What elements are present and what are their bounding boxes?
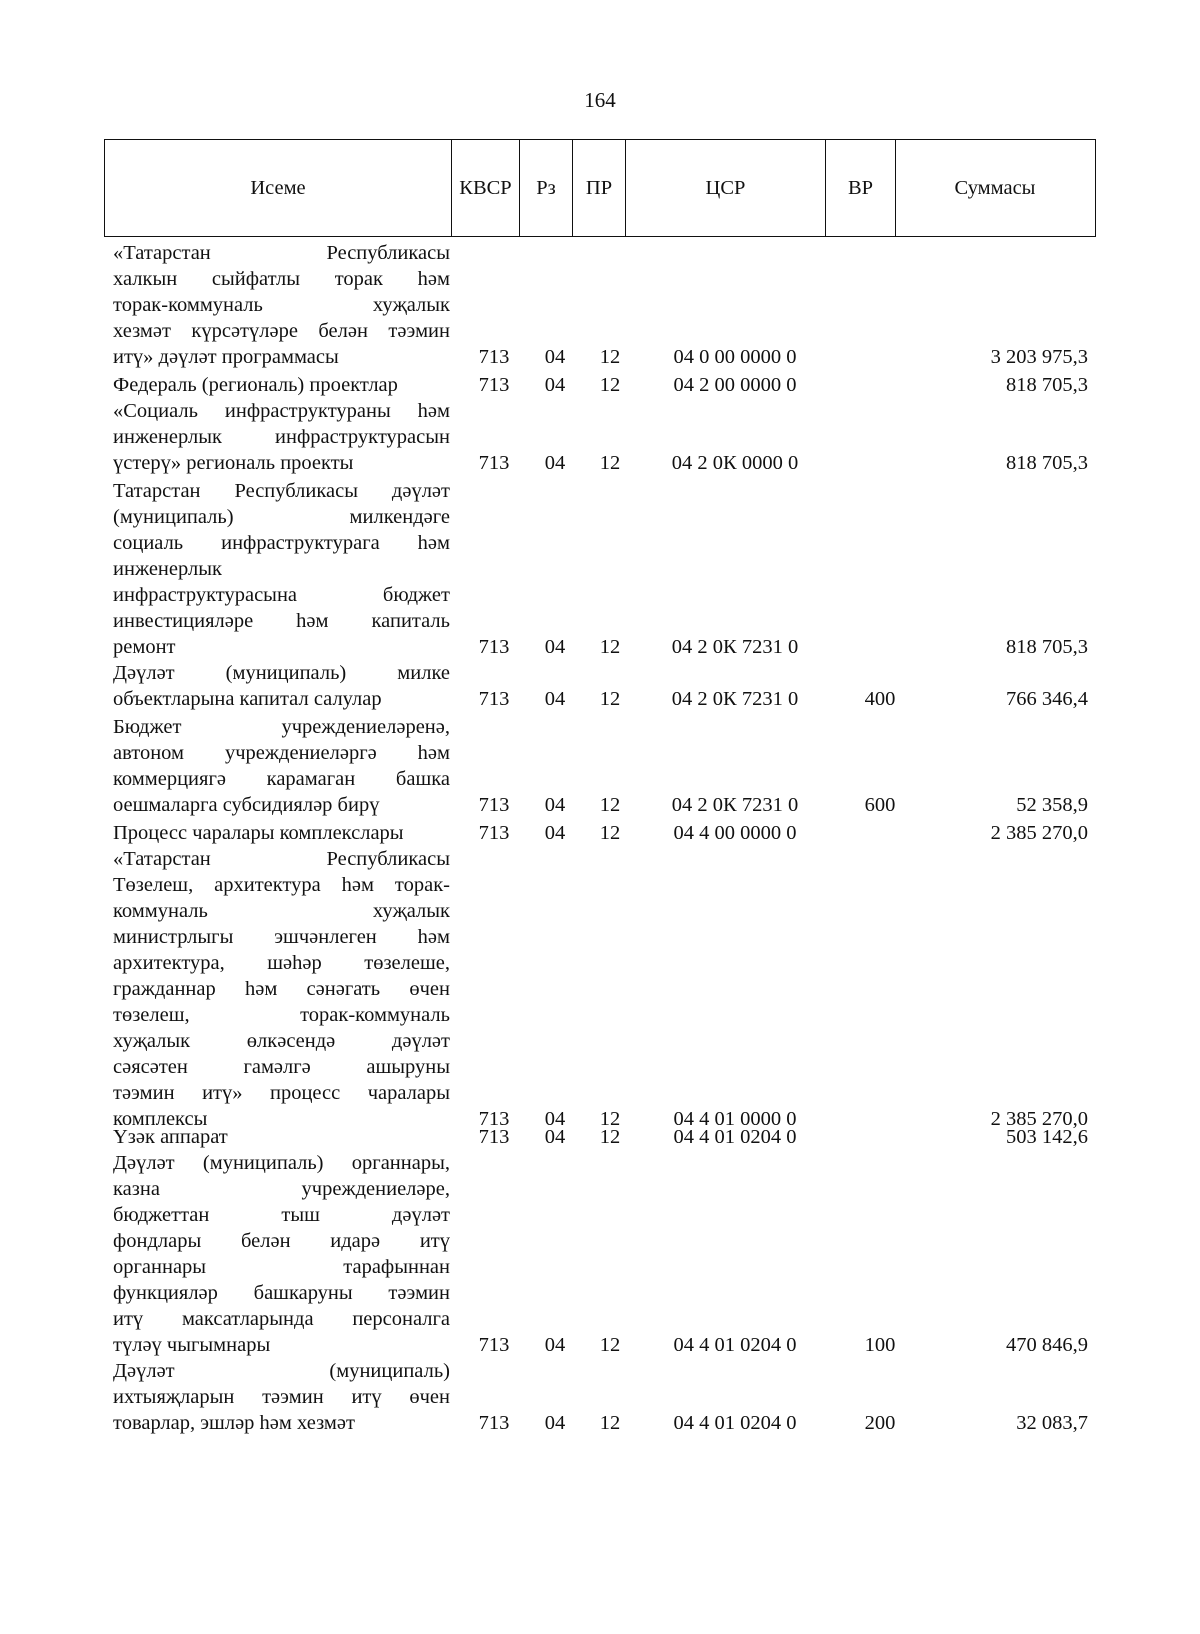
row-name-line: Татарстан Республикасы дәүләт (113, 480, 450, 502)
row-name-line: Бюджет учреждениеләренә, (113, 716, 450, 738)
cell-rz: 04 (544, 1412, 566, 1434)
row-name (113, 1124, 450, 1150)
row-name (113, 820, 450, 846)
cell-sum: 470 846,9 (1006, 1334, 1088, 1356)
cell-pr: 12 (599, 346, 621, 368)
row-name-line: «Татарстан Республикасы (113, 242, 450, 264)
row-name-line: «Социаль инфраструктураны һәм (113, 400, 450, 422)
header-pr: ПР (572, 140, 625, 236)
row-name-line: объектларына капитал салулар (113, 688, 382, 710)
page-number: 164 (584, 88, 616, 112)
row-name-line: сәясәтен гамәлгә ашыруны (113, 1056, 450, 1078)
row-name (113, 478, 450, 660)
cell-vr: 600 (864, 794, 896, 816)
cell-pr: 12 (599, 1412, 621, 1434)
row-name-line: Төзелеш, архитектура һәм торак- (113, 874, 450, 896)
row-name-line: функцияләр башкаруны тәэмин (113, 1282, 450, 1304)
cell-csr: 04 2 0К 7231 0 (671, 636, 799, 658)
row-name (113, 660, 450, 712)
cell-csr: 04 4 01 0000 0 (673, 1108, 797, 1130)
row-name (113, 714, 450, 818)
row-name (113, 846, 450, 1132)
cell-vr: 400 (864, 688, 896, 710)
table-row (0, 1358, 1200, 1436)
row-name-line: оешмаларга субсидияләр бирү (113, 794, 380, 816)
row-name-line: Дәүләт (муниципаль) милке (113, 662, 450, 684)
header-kvsr: КВСР (451, 140, 519, 236)
row-name-line: коммуналь хуҗалык (113, 900, 450, 922)
row-name-line: хезмәт күрсәтүләре белән тәэмин (113, 320, 450, 342)
cell-pr: 12 (599, 1108, 621, 1130)
row-name-line: автоном учреждениеләргә һәм (113, 742, 450, 764)
table-row (0, 820, 1200, 846)
row-name-line: Процесс чаралары комплекслары (113, 822, 404, 844)
row-name-line: комплексы (113, 1108, 208, 1130)
table-row (0, 714, 1200, 818)
header-csr: ЦСР (625, 140, 825, 236)
cell-kvsr: 713 (478, 1126, 510, 1148)
cell-rz: 04 (544, 1108, 566, 1130)
cell-csr: 04 4 01 0204 0 (673, 1334, 797, 1356)
row-name-line: халкын сыйфатлы торак һәм (113, 268, 450, 290)
row-name-line: түләү чыгымнары (113, 1334, 271, 1356)
header-sum: Суммасы (895, 140, 1094, 236)
row-name-line: хуҗалык өлкәсендә дәүләт (113, 1030, 450, 1052)
cell-pr: 12 (599, 452, 621, 474)
row-name-line: ихтыяҗларын тәэмин итү өчен (113, 1386, 450, 1408)
cell-vr: 200 (864, 1412, 896, 1434)
row-name (113, 1150, 450, 1358)
cell-sum: 32 083,7 (1016, 1412, 1088, 1434)
cell-pr: 12 (599, 636, 621, 658)
row-name (113, 1358, 450, 1436)
cell-sum: 2 385 270,0 (990, 822, 1088, 844)
cell-sum: 52 358,9 (1016, 794, 1088, 816)
cell-kvsr: 713 (478, 452, 510, 474)
cell-kvsr: 713 (478, 794, 510, 816)
row-name-line: инвестицияләре һәм капиталь (113, 610, 450, 632)
row-name-line: органнары тарафыннан (113, 1256, 450, 1278)
row-name-line: инфраструктурасына бюджет (113, 584, 450, 606)
cell-pr: 12 (599, 374, 621, 396)
cell-pr: 12 (599, 1126, 621, 1148)
row-name-line: (муниципаль) милкендәге (113, 506, 450, 528)
cell-kvsr: 713 (478, 688, 510, 710)
row-name-line: Федераль (региональ) проектлар (113, 374, 398, 396)
row-name-line: фондлары белән идарә итү (113, 1230, 450, 1252)
cell-rz: 04 (544, 636, 566, 658)
row-name (113, 398, 450, 476)
cell-rz: 04 (544, 688, 566, 710)
cell-csr: 04 2 0К 7231 0 (671, 688, 799, 710)
row-name-line: товарлар, эшләр һәм хезмәт (113, 1412, 355, 1434)
row-name-line: итү» дәүләт программасы (113, 346, 339, 368)
table-row (0, 1124, 1200, 1150)
row-name-line: «Татарстан Республикасы (113, 848, 450, 870)
row-name-line: торак-коммуналь хуҗалык (113, 294, 450, 316)
row-name-line: Дәүләт (муниципаль) (113, 1360, 450, 1382)
cell-sum: 766 346,4 (1006, 688, 1088, 710)
header-vr: ВР (825, 140, 895, 236)
cell-rz: 04 (544, 822, 566, 844)
table-row (0, 660, 1200, 712)
cell-sum: 818 705,3 (1006, 636, 1088, 658)
cell-rz: 04 (544, 1126, 566, 1148)
table-row (0, 240, 1200, 370)
cell-csr: 04 4 01 0204 0 (673, 1412, 797, 1434)
table-header (104, 139, 1096, 237)
cell-pr: 12 (599, 688, 621, 710)
row-name (113, 372, 450, 398)
row-name-line: гражданнар һәм сәнәгать өчен (113, 978, 450, 1000)
row-name-line: казна учреждениеләре, (113, 1178, 450, 1200)
cell-rz: 04 (544, 452, 566, 474)
table-row (0, 846, 1200, 1132)
row-name-line: тәэмин итү» процесс чаралары (113, 1082, 450, 1104)
cell-kvsr: 713 (478, 374, 510, 396)
cell-rz: 04 (544, 374, 566, 396)
cell-rz: 04 (544, 1334, 566, 1356)
table-row (0, 478, 1200, 660)
cell-pr: 12 (599, 1334, 621, 1356)
header-rz: Рз (519, 140, 572, 236)
cell-kvsr: 713 (478, 636, 510, 658)
table-row (0, 1150, 1200, 1358)
cell-kvsr: 713 (478, 822, 510, 844)
cell-csr: 04 0 00 0000 0 (673, 346, 797, 368)
row-name-line: инженерлык (113, 558, 222, 580)
cell-kvsr: 713 (478, 1108, 510, 1130)
row-name-line: коммерциягә карамаган башка (113, 768, 450, 790)
row-name-line: инженерлык инфраструктурасын (113, 426, 450, 448)
cell-sum: 818 705,3 (1006, 374, 1088, 396)
row-name-line: төзелеш, торак-коммуналь (113, 1004, 450, 1026)
header-name: Исеме (250, 176, 306, 199)
cell-sum: 818 705,3 (1006, 452, 1088, 474)
cell-rz: 04 (544, 346, 566, 368)
table-row (0, 398, 1200, 476)
cell-csr: 04 2 0К 7231 0 (671, 794, 799, 816)
cell-sum: 503 142,6 (1006, 1126, 1088, 1148)
row-name-line: үстерү» региональ проекты (113, 452, 354, 474)
cell-kvsr: 713 (478, 1334, 510, 1356)
row-name-line: итү максатларында персоналга (113, 1308, 450, 1330)
cell-kvsr: 713 (478, 1412, 510, 1434)
row-name-line: архитектура, шәһәр төзелеше, (113, 952, 450, 974)
row-name-line: Дәүләт (муниципаль) органнары, (113, 1152, 450, 1174)
cell-sum: 3 203 975,3 (990, 346, 1088, 368)
row-name-line: социаль инфраструктурага һәм (113, 532, 450, 554)
cell-csr: 04 4 01 0204 0 (673, 1126, 797, 1148)
cell-pr: 12 (599, 822, 621, 844)
row-name-line: бюджеттан тыш дәүләт (113, 1204, 450, 1226)
table-row (0, 372, 1200, 398)
cell-pr: 12 (599, 794, 621, 816)
cell-rz: 04 (544, 794, 566, 816)
cell-kvsr: 713 (478, 346, 510, 368)
cell-sum: 2 385 270,0 (990, 1108, 1088, 1130)
cell-vr: 100 (864, 1334, 896, 1356)
cell-csr: 04 4 00 0000 0 (673, 822, 797, 844)
row-name-line: Үзәк аппарат (113, 1126, 228, 1148)
row-name-line: ремонт (113, 636, 176, 658)
cell-csr: 04 2 0К 0000 0 (671, 452, 799, 474)
row-name-line: министрлыгы эшчәнлеген һәм (113, 926, 450, 948)
row-name (113, 240, 450, 370)
cell-csr: 04 2 00 0000 0 (673, 374, 797, 396)
